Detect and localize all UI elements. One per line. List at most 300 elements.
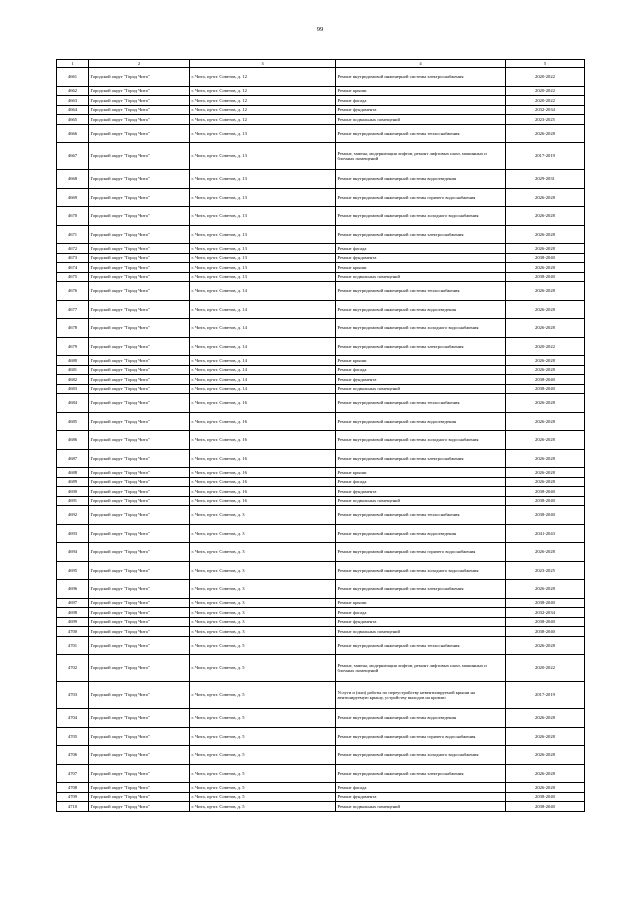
period-cell: 2041-2043 — [506, 524, 585, 543]
work-type-cell: Ремонт фасада — [336, 477, 506, 487]
period-cell: 2038-2040 — [506, 598, 585, 608]
period-cell: 2038-2040 — [506, 496, 585, 506]
work-type-cell: Ремонт внутридомовой инженерной системы теплоснабжения — [336, 394, 506, 413]
municipality-cell: Городской округ "Город Чита" — [89, 449, 190, 468]
work-type-cell: Ремонт крыши — [336, 356, 506, 366]
address-cell: г. Чита, пр-кт. Советов, д. 14 — [190, 319, 336, 338]
row-number: 4681 — [57, 365, 89, 375]
period-cell: 2020-2022 — [506, 655, 585, 682]
municipality-cell: Городской округ "Город Чита" — [89, 356, 190, 366]
table-row — [57, 170, 585, 189]
table-row — [57, 802, 585, 812]
municipality-cell: Городской округ "Город Чита" — [89, 143, 190, 170]
municipality-cell: Городской округ "Город Чита" — [89, 655, 190, 682]
row-number: 4663 — [57, 96, 89, 106]
column-header: 1 — [57, 60, 89, 68]
table-row — [57, 449, 585, 468]
work-type-cell: Ремонт внутридомовой инженерной системы холодного водоснабжения — [336, 746, 506, 765]
table-row — [57, 272, 585, 282]
municipality-cell: Городской округ "Город Чита" — [89, 282, 190, 301]
municipality-cell: Городской округ "Город Чита" — [89, 598, 190, 608]
municipality-cell: Городской округ "Город Чита" — [89, 764, 190, 783]
work-type-cell: Ремонт внутридомовой инженерной системы электроснабжения — [336, 225, 506, 244]
row-number: 4680 — [57, 356, 89, 366]
work-type-cell: Ремонт подвальных помещений — [336, 272, 506, 282]
work-type-cell: Ремонт фундамента — [336, 792, 506, 802]
row-number: 4704 — [57, 709, 89, 728]
period-cell: 2026-2028 — [506, 746, 585, 765]
work-type-cell: Ремонт внутридомовой инженерной системы горячего водоснабжения — [336, 543, 506, 562]
row-number: 4667 — [57, 143, 89, 170]
period-cell: 2017-2019 — [506, 682, 585, 709]
table-row — [57, 115, 585, 125]
row-number: 4703 — [57, 682, 89, 709]
address-cell: г. Чита, пр-кт. Советов, д. 5 — [190, 655, 336, 682]
row-number: 4669 — [57, 188, 89, 207]
address-cell: г. Чита, пр-кт. Советов, д. 14 — [190, 337, 336, 356]
municipality-cell: Городской округ "Город Чита" — [89, 105, 190, 115]
period-cell: 2026-2028 — [506, 449, 585, 468]
address-cell: г. Чита, пр-кт. Советов, д. 5 — [190, 636, 336, 655]
address-cell: г. Чита, пр-кт. Советов, д. 13 — [190, 272, 336, 282]
address-cell: г. Чита, пр-кт. Советов, д. 5 — [190, 783, 336, 793]
period-cell: 2026-2028 — [506, 580, 585, 599]
row-number: 4668 — [57, 170, 89, 189]
work-type-cell: Ремонт внутридомовой инженерной системы холодного водоснабжения — [336, 561, 506, 580]
table-row — [57, 709, 585, 728]
work-type-cell: Ремонт внутридомовой инженерной системы теплоснабжения — [336, 506, 506, 525]
address-cell: г. Чита, пр-кт. Советов, д. 14 — [190, 300, 336, 319]
row-number: 4670 — [57, 207, 89, 226]
address-cell: г. Чита, пр-кт. Советов, д. 3 — [190, 524, 336, 543]
row-number: 4701 — [57, 636, 89, 655]
address-cell: г. Чита, пр-кт. Советов, д. 16 — [190, 449, 336, 468]
row-number: 4682 — [57, 375, 89, 385]
row-number: 4672 — [57, 244, 89, 254]
address-cell: г. Чита, пр-кт. Советов, д. 13 — [190, 188, 336, 207]
address-cell: г. Чита, пр-кт. Советов, д. 13 — [190, 207, 336, 226]
table-row — [57, 143, 585, 170]
table-row — [57, 356, 585, 366]
table-row — [57, 617, 585, 627]
municipality-cell: Городской округ "Город Чита" — [89, 506, 190, 525]
table-row — [57, 682, 585, 709]
row-number: 4676 — [57, 282, 89, 301]
table-row — [57, 487, 585, 497]
address-cell: г. Чита, пр-кт. Советов, д. 3 — [190, 617, 336, 627]
work-type-cell: Ремонт фасада — [336, 96, 506, 106]
table-row — [57, 96, 585, 106]
page-number: 99 — [316, 26, 324, 33]
row-number: 4671 — [57, 225, 89, 244]
work-type-cell: Ремонт внутридомовой инженерной системы водоотведения — [336, 412, 506, 431]
table-row — [57, 225, 585, 244]
address-cell: г. Чита, пр-кт. Советов, д. 5 — [190, 792, 336, 802]
address-cell: г. Чита, пр-кт. Советов, д. 12 — [190, 105, 336, 115]
table-row — [57, 207, 585, 226]
work-type-cell: Ремонт внутридомовой инженерной системы водоотведения — [336, 709, 506, 728]
work-type-cell: Ремонт, замена, модернизация лифтов, ремонт лифтовых шахт, машинных и блочных помещений — [336, 143, 506, 170]
municipality-cell: Городской округ "Город Чита" — [89, 225, 190, 244]
municipality-cell: Городской округ "Город Чита" — [89, 468, 190, 478]
period-cell: 2026-2028 — [506, 783, 585, 793]
table-row — [57, 496, 585, 506]
address-cell: г. Чита, пр-кт. Советов, д. 16 — [190, 431, 336, 450]
row-number: 4693 — [57, 524, 89, 543]
address-cell: г. Чита, пр-кт. Советов, д. 16 — [190, 477, 336, 487]
row-number: 4707 — [57, 764, 89, 783]
work-type-cell: Ремонт крыши — [336, 598, 506, 608]
work-type-cell: Ремонт внутридомовой инженерной системы холодного водоснабжения — [336, 431, 506, 450]
table-row — [57, 68, 585, 87]
municipality-cell: Городской округ "Город Чита" — [89, 561, 190, 580]
period-cell: 2032-2034 — [506, 608, 585, 618]
municipality-cell: Городской округ "Город Чита" — [89, 727, 190, 746]
period-cell: 2020-2022 — [506, 68, 585, 87]
period-cell: 2026-2028 — [506, 124, 585, 143]
table-row — [57, 365, 585, 375]
table-row — [57, 244, 585, 254]
work-type-cell: Ремонт внутридомовой инженерной системы холодного водоснабжения — [336, 207, 506, 226]
municipality-cell: Городской округ "Город Чита" — [89, 170, 190, 189]
table-row — [57, 727, 585, 746]
address-cell: г. Чита, пр-кт. Советов, д. 13 — [190, 124, 336, 143]
work-type-cell: Ремонт внутридомовой инженерной системы горячего водоснабжения — [336, 727, 506, 746]
municipality-cell: Городской округ "Город Чита" — [89, 253, 190, 263]
period-cell: 2017-2019 — [506, 143, 585, 170]
table-row — [57, 506, 585, 525]
period-cell: 2038-2040 — [506, 375, 585, 385]
address-cell: г. Чита, пр-кт. Советов, д. 5 — [190, 727, 336, 746]
table-row — [57, 300, 585, 319]
table-row — [57, 524, 585, 543]
address-cell: г. Чита, пр-кт. Советов, д. 14 — [190, 365, 336, 375]
table-row — [57, 477, 585, 487]
period-cell: 2038-2040 — [506, 272, 585, 282]
municipality-cell: Городской округ "Город Чита" — [89, 792, 190, 802]
work-type-cell: Ремонт подвальных помещений — [336, 115, 506, 125]
table-row — [57, 655, 585, 682]
row-number: 4705 — [57, 727, 89, 746]
work-type-cell: Ремонт внутридомовой инженерной системы теплоснабжения — [336, 282, 506, 301]
address-cell: г. Чита, пр-кт. Советов, д. 3 — [190, 561, 336, 580]
work-type-cell: Ремонт внутридомовой инженерной системы электроснабжения — [336, 68, 506, 87]
row-number: 4710 — [57, 802, 89, 812]
table-row — [57, 384, 585, 394]
period-cell: 2038-2040 — [506, 802, 585, 812]
municipality-cell: Городской округ "Город Чита" — [89, 627, 190, 637]
work-type-cell: Ремонт внутридомовой инженерной системы электроснабжения — [336, 337, 506, 356]
row-number: 4686 — [57, 431, 89, 450]
period-cell: 2026-2028 — [506, 207, 585, 226]
period-cell: 2026-2028 — [506, 764, 585, 783]
address-cell: г. Чита, пр-кт. Советов, д. 16 — [190, 468, 336, 478]
work-type-cell: Услуги и (или) работы по переустройству невентилируемой крыши на вентилируемую крышу, устройству выходов на кровлю — [336, 682, 506, 709]
table-row — [57, 394, 585, 413]
municipality-cell: Городской округ "Город Чита" — [89, 617, 190, 627]
table-row — [57, 792, 585, 802]
row-number: 4699 — [57, 617, 89, 627]
work-type-cell: Ремонт фасада — [336, 608, 506, 618]
table-row — [57, 783, 585, 793]
work-type-cell: Ремонт фундамента — [336, 253, 506, 263]
work-type-cell: Ремонт подвальных помещений — [336, 384, 506, 394]
period-cell: 2026-2028 — [506, 636, 585, 655]
table-row — [57, 543, 585, 562]
municipality-cell: Городской округ "Город Чита" — [89, 365, 190, 375]
address-cell: г. Чита, пр-кт. Советов, д. 12 — [190, 86, 336, 96]
municipality-cell: Городской округ "Город Чита" — [89, 337, 190, 356]
municipality-cell: Городской округ "Город Чита" — [89, 115, 190, 125]
address-cell: г. Чита, пр-кт. Советов, д. 3 — [190, 580, 336, 599]
row-number: 4706 — [57, 746, 89, 765]
period-cell: 2032-2034 — [506, 105, 585, 115]
municipality-cell: Городской округ "Город Чита" — [89, 636, 190, 655]
municipality-cell: Городской округ "Город Чита" — [89, 608, 190, 618]
period-cell: 2038-2040 — [506, 506, 585, 525]
row-number: 4698 — [57, 608, 89, 618]
work-type-cell: Ремонт крыши — [336, 86, 506, 96]
work-type-cell: Ремонт внутридомовой инженерной системы горячего водоснабжения — [336, 188, 506, 207]
period-cell: 2038-2040 — [506, 487, 585, 497]
table-row — [57, 86, 585, 96]
municipality-cell: Городской округ "Город Чита" — [89, 524, 190, 543]
row-number: 4694 — [57, 543, 89, 562]
table-row — [57, 337, 585, 356]
period-cell: 2020-2022 — [506, 96, 585, 106]
period-cell: 2023-2025 — [506, 561, 585, 580]
table-row — [57, 319, 585, 338]
period-cell: 2026-2028 — [506, 263, 585, 273]
work-type-cell: Ремонт подвальных помещений — [336, 496, 506, 506]
municipality-cell: Городской округ "Город Чита" — [89, 543, 190, 562]
period-cell: 2026-2028 — [506, 468, 585, 478]
municipality-cell: Городской округ "Город Чита" — [89, 783, 190, 793]
table-row — [57, 636, 585, 655]
row-number: 4661 — [57, 68, 89, 87]
municipality-cell: Городской округ "Город Чита" — [89, 709, 190, 728]
municipality-cell: Городской округ "Город Чита" — [89, 477, 190, 487]
work-type-cell: Ремонт внутридомовой инженерной системы водоотведения — [336, 524, 506, 543]
municipality-cell: Городской округ "Город Чита" — [89, 412, 190, 431]
period-cell: 2026-2028 — [506, 282, 585, 301]
capital-repair-table — [56, 59, 585, 812]
row-number: 4691 — [57, 496, 89, 506]
municipality-cell: Городской округ "Город Чита" — [89, 496, 190, 506]
address-cell: г. Чита, пр-кт. Советов, д. 14 — [190, 356, 336, 366]
work-type-cell: Ремонт подвальных помещений — [336, 627, 506, 637]
period-cell: 2026-2028 — [506, 543, 585, 562]
municipality-cell: Городской округ "Город Чита" — [89, 375, 190, 385]
address-cell: г. Чита, пр-кт. Советов, д. 16 — [190, 487, 336, 497]
work-type-cell: Ремонт подвальных помещений — [336, 802, 506, 812]
address-cell: г. Чита, пр-кт. Советов, д. 5 — [190, 709, 336, 728]
work-type-cell: Ремонт фундамента — [336, 617, 506, 627]
table-row — [57, 263, 585, 273]
municipality-cell: Городской округ "Город Чита" — [89, 580, 190, 599]
period-cell: 2038-2040 — [506, 627, 585, 637]
period-cell: 2029-2031 — [506, 170, 585, 189]
table-row — [57, 282, 585, 301]
period-cell: 2026-2028 — [506, 188, 585, 207]
row-number: 4702 — [57, 655, 89, 682]
work-type-cell: Ремонт, замена, модернизация лифтов, ремонт лифтовых шахт, машинных и блочных помещений — [336, 655, 506, 682]
municipality-cell: Городской округ "Город Чита" — [89, 263, 190, 273]
work-type-cell: Ремонт крыши — [336, 263, 506, 273]
municipality-cell: Городской округ "Город Чита" — [89, 207, 190, 226]
row-number: 4666 — [57, 124, 89, 143]
work-type-cell: Ремонт внутридомовой инженерной системы электроснабжения — [336, 449, 506, 468]
row-number: 4678 — [57, 319, 89, 338]
row-number: 4679 — [57, 337, 89, 356]
table-row — [57, 608, 585, 618]
address-cell: г. Чита, пр-кт. Советов, д. 13 — [190, 170, 336, 189]
table-row — [57, 598, 585, 608]
municipality-cell: Городской округ "Город Чита" — [89, 431, 190, 450]
municipality-cell: Городской округ "Город Чита" — [89, 682, 190, 709]
period-cell: 2026-2028 — [506, 477, 585, 487]
table-row — [57, 431, 585, 450]
table-row — [57, 105, 585, 115]
row-number: 4697 — [57, 598, 89, 608]
address-cell: г. Чита, пр-кт. Советов, д. 5 — [190, 764, 336, 783]
municipality-cell: Городской округ "Город Чита" — [89, 86, 190, 96]
municipality-cell: Городской округ "Город Чита" — [89, 68, 190, 87]
row-number: 4673 — [57, 253, 89, 263]
work-type-cell: Ремонт фасада — [336, 365, 506, 375]
table-row — [57, 124, 585, 143]
address-cell: г. Чита, пр-кт. Советов, д. 16 — [190, 496, 336, 506]
period-cell: 2026-2028 — [506, 225, 585, 244]
work-type-cell: Ремонт внутридомовой инженерной системы теплоснабжения — [336, 636, 506, 655]
row-number: 4685 — [57, 412, 89, 431]
row-number: 4687 — [57, 449, 89, 468]
period-cell: 2026-2028 — [506, 431, 585, 450]
column-header: 2 — [89, 60, 190, 68]
municipality-cell: Городской округ "Город Чита" — [89, 272, 190, 282]
period-cell: 2026-2028 — [506, 244, 585, 254]
column-header: 3 — [190, 60, 336, 68]
address-cell: г. Чита, пр-кт. Советов, д. 12 — [190, 115, 336, 125]
period-cell: 2026-2028 — [506, 365, 585, 375]
period-cell: 2038-2040 — [506, 617, 585, 627]
table-header-row — [57, 60, 585, 68]
municipality-cell: Городской округ "Город Чита" — [89, 746, 190, 765]
period-cell: 2038-2040 — [506, 253, 585, 263]
address-cell: г. Чита, пр-кт. Советов, д. 16 — [190, 412, 336, 431]
row-number: 4696 — [57, 580, 89, 599]
row-number: 4695 — [57, 561, 89, 580]
table-row — [57, 188, 585, 207]
municipality-cell: Городской округ "Город Чита" — [89, 384, 190, 394]
address-cell: г. Чита, пр-кт. Советов, д. 12 — [190, 96, 336, 106]
table-row — [57, 764, 585, 783]
row-number: 4700 — [57, 627, 89, 637]
period-cell: 2026-2028 — [506, 356, 585, 366]
row-number: 4677 — [57, 300, 89, 319]
municipality-cell: Городской округ "Город Чита" — [89, 394, 190, 413]
period-cell: 2020-2022 — [506, 86, 585, 96]
address-cell: г. Чита, пр-кт. Советов, д. 13 — [190, 263, 336, 273]
row-number: 4664 — [57, 105, 89, 115]
municipality-cell: Городской округ "Город Чита" — [89, 124, 190, 143]
municipality-cell: Городской округ "Город Чита" — [89, 300, 190, 319]
row-number: 4684 — [57, 394, 89, 413]
work-type-cell: Ремонт фундамента — [336, 487, 506, 497]
address-cell: г. Чита, пр-кт. Советов, д. 3 — [190, 543, 336, 562]
address-cell: г. Чита, пр-кт. Советов, д. 3 — [190, 627, 336, 637]
work-type-cell: Ремонт внутридомовой инженерной системы теплоснабжения — [336, 124, 506, 143]
address-cell: г. Чита, пр-кт. Советов, д. 14 — [190, 384, 336, 394]
address-cell: г. Чита, пр-кт. Советов, д. 16 — [190, 394, 336, 413]
table-row — [57, 468, 585, 478]
row-number: 4692 — [57, 506, 89, 525]
row-number: 4689 — [57, 477, 89, 487]
row-number: 4662 — [57, 86, 89, 96]
column-header: 5 — [506, 60, 585, 68]
period-cell: 2038-2040 — [506, 792, 585, 802]
work-type-cell: Ремонт внутридомовой инженерной системы электроснабжения — [336, 580, 506, 599]
table-row — [57, 375, 585, 385]
period-cell: 2038-2040 — [506, 384, 585, 394]
row-number: 4674 — [57, 263, 89, 273]
work-type-cell: Ремонт внутридомовой инженерной системы водоотведения — [336, 170, 506, 189]
work-type-cell: Ремонт фундамента — [336, 105, 506, 115]
row-number: 4675 — [57, 272, 89, 282]
address-cell: г. Чита, пр-кт. Советов, д. 14 — [190, 282, 336, 301]
municipality-cell: Городской округ "Город Чита" — [89, 802, 190, 812]
work-type-cell: Ремонт внутридомовой инженерной системы электроснабжения — [336, 764, 506, 783]
municipality-cell: Городской округ "Город Чита" — [89, 188, 190, 207]
address-cell: г. Чита, пр-кт. Советов, д. 13 — [190, 253, 336, 263]
municipality-cell: Городской округ "Город Чита" — [89, 487, 190, 497]
work-type-cell: Ремонт внутридомовой инженерной системы водоотведения — [336, 300, 506, 319]
period-cell: 2020-2022 — [506, 337, 585, 356]
table-row — [57, 412, 585, 431]
municipality-cell: Городской округ "Город Чита" — [89, 96, 190, 106]
period-cell: 2026-2028 — [506, 394, 585, 413]
table-row — [57, 253, 585, 263]
work-type-cell: Ремонт фасада — [336, 783, 506, 793]
row-number: 4708 — [57, 783, 89, 793]
work-type-cell: Ремонт внутридомовой инженерной системы холодного водоснабжения — [336, 319, 506, 338]
address-cell: г. Чита, пр-кт. Советов, д. 5 — [190, 746, 336, 765]
period-cell: 2023-2025 — [506, 115, 585, 125]
municipality-cell: Городской округ "Город Чита" — [89, 244, 190, 254]
address-cell: г. Чита, пр-кт. Советов, д. 3 — [190, 608, 336, 618]
period-cell: 2026-2028 — [506, 727, 585, 746]
period-cell: 2026-2028 — [506, 300, 585, 319]
address-cell: г. Чита, пр-кт. Советов, д. 13 — [190, 225, 336, 244]
table-row — [57, 627, 585, 637]
address-cell: г. Чита, пр-кт. Советов, д. 3 — [190, 598, 336, 608]
table-row — [57, 561, 585, 580]
address-cell: г. Чита, пр-кт. Советов, д. 3 — [190, 506, 336, 525]
address-cell: г. Чита, пр-кт. Советов, д. 5 — [190, 802, 336, 812]
address-cell: г. Чита, пр-кт. Советов, д. 5 — [190, 682, 336, 709]
work-type-cell: Ремонт крыши — [336, 468, 506, 478]
address-cell: г. Чита, пр-кт. Советов, д. 14 — [190, 375, 336, 385]
column-header: 4 — [336, 60, 506, 68]
address-cell: г. Чита, пр-кт. Советов, д. 12 — [190, 68, 336, 87]
row-number: 4688 — [57, 468, 89, 478]
period-cell: 2026-2028 — [506, 412, 585, 431]
table-row — [57, 746, 585, 765]
municipality-cell: Городской округ "Город Чита" — [89, 319, 190, 338]
work-type-cell: Ремонт фундамента — [336, 375, 506, 385]
row-number: 4690 — [57, 487, 89, 497]
address-cell: г. Чита, пр-кт. Советов, д. 13 — [190, 143, 336, 170]
